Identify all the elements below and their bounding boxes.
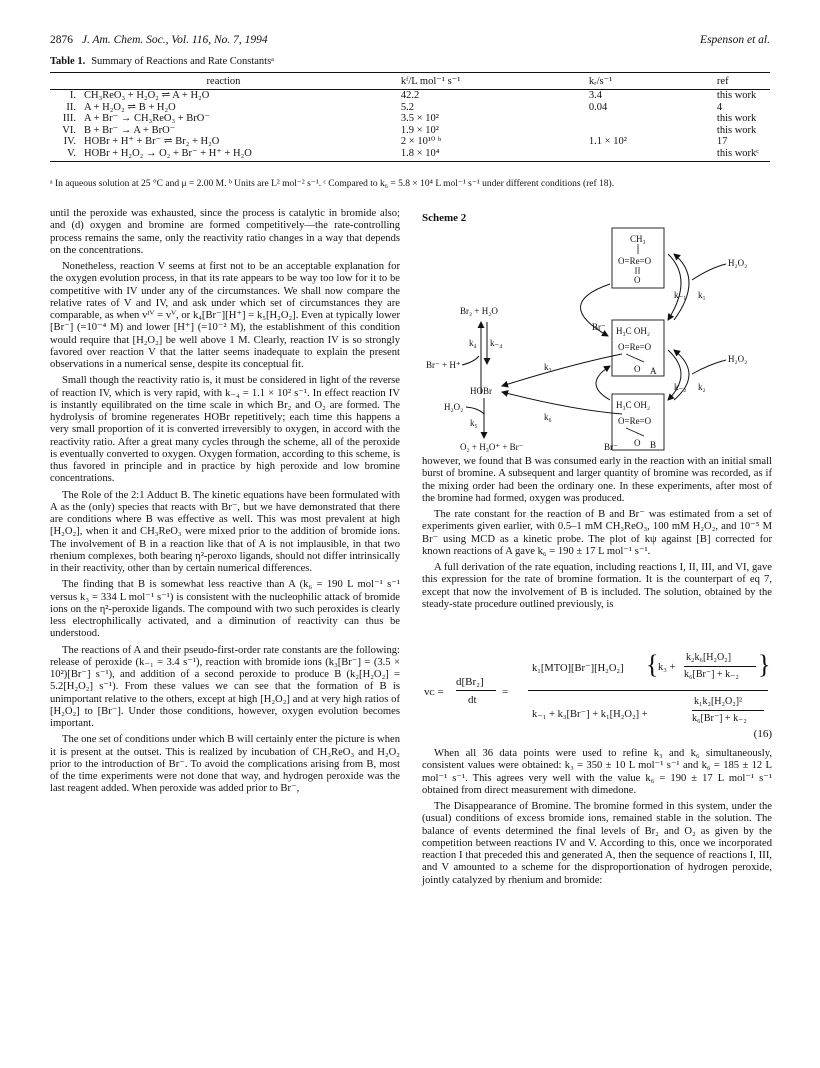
label-o-b: O: [634, 438, 641, 448]
eq-bar-num: [684, 666, 756, 667]
table-row: [50, 125, 770, 137]
row-kf: 1.9 × 10²: [400, 124, 439, 136]
table-row: [50, 113, 770, 125]
table-title: Summary of Reactions and Rate Constantsᵃ: [91, 56, 275, 67]
paragraph: A full derivation of the rate equation, including reactions I, II, III, and VI, gave this expression for the rate of bromine formation. It is the counterpart of eq 7, except that now the involvement of B is included. The solution, obtained by the steady-state procedure outlined previously, is: [422, 562, 772, 610]
row-number: IV.: [63, 136, 76, 147]
eq-bar-main: [528, 690, 768, 691]
arrow-h2o2-join: [466, 407, 484, 414]
paragraph: The finding that B is somewhat less reactive than A (k₆ = 190 L mol⁻¹ s⁻¹ versus k₃ = 334 L mol⁻¹ s⁻¹) is consistent with the nucleophilic attack of bromide ions on the η²-peroxide ligands. The compound with two such peroxides is clearly less electrophilically activated, and a diminution of reactivity can thus be understood.: [50, 579, 400, 640]
row-ref: this workᶜ: [713, 148, 770, 162]
running-header: [50, 34, 770, 50]
table-caption: [50, 56, 274, 67]
eq-dt: dt: [468, 694, 477, 706]
label-k1: k₁: [698, 290, 706, 300]
label-products: O₂ + H₃O⁺ + Br⁻: [460, 442, 524, 452]
equation-16: [422, 650, 772, 745]
label-km2: k₋₂: [674, 382, 687, 392]
label-h2o2-left: H₂O₂: [444, 402, 464, 412]
arrow-br-loop-bottom: [596, 366, 610, 400]
eq-den-frac-top: k₁k₂[H₂O₂]²: [694, 696, 743, 707]
label-br-bottom: Br⁻: [604, 442, 618, 452]
arrow-h2o2-top: [692, 264, 726, 280]
table-header-row: [50, 73, 770, 90]
row-kr: 3.4: [588, 90, 603, 101]
arrow-br-h-join: [462, 356, 479, 365]
row-kf: 1.8 × 10⁴: [397, 148, 585, 162]
paragraph: The Disappearance of Bromine. The bromine formed in this system, under the (usual) conditions of excess bromide ions, remained stable in the solution. The balance of events determined the final levels of Br₂ and O₂ as given by the competition between reactions IV and V. According to this, once we incorporated reaction I that preceded this and generated A, then the sequence of reactions I, III, and V amounted to a scheme for the disproportionation of hydrogen peroxide, jointly catalyzed by rhenium and bromide:: [422, 801, 772, 886]
eq-equals: =: [502, 686, 509, 698]
label-br-h: Br⁻ + H⁺: [426, 360, 461, 370]
label-br2-h2o: Br₂ + H₂O: [460, 306, 498, 316]
label-km4: k₋₄: [490, 338, 503, 348]
row-reaction: HOBr + H₂O₂ → O₂ + Br⁻ + H⁺ + H₂O: [80, 148, 397, 162]
arrow-km2: [674, 350, 689, 400]
arrow-k1: [668, 254, 681, 320]
left-column: [50, 208, 400, 800]
row-reaction: A + Br⁻ → CH₃ReO₃ + BrO⁻: [84, 113, 210, 124]
row-number: III.: [62, 113, 76, 124]
page-number: 2876: [50, 34, 73, 46]
label-k3: k₃: [544, 362, 552, 372]
right-column-top: [422, 456, 772, 615]
label-hobr: HOBr: [470, 386, 492, 396]
row-kf: 2 × 10¹⁰ ᵇ: [400, 136, 442, 147]
row-kr: [585, 148, 713, 162]
label-h3c-oh2-a: H₃C OH₂: [616, 326, 651, 336]
table-row: [50, 136, 770, 148]
eq-number: (16): [753, 728, 772, 740]
row-number: II.: [66, 101, 76, 113]
row-kf: 42.2: [400, 90, 420, 101]
eq-num-frac-top: k₂k₆[H₂O₂]: [686, 652, 732, 663]
reactions-table: [50, 72, 770, 162]
label-ch3: CH₃: [630, 234, 646, 244]
label-re-o: O=Re=O: [618, 256, 652, 266]
row-number: V.: [50, 148, 80, 162]
row-number: I.: [69, 90, 76, 101]
arrow-k6: [502, 392, 622, 414]
row-kr: [585, 125, 713, 137]
label-h3c-oh2-b: H₃C OH₂: [616, 400, 651, 410]
row-kr: [585, 113, 713, 125]
table-footnote: ᵃ In aqueous solution at 25 °C and μ = 2.00 M. ᵇ Units are L² mol⁻² s⁻¹. ᶜ Compared to k₆ = 5.8 × 10⁴ L mol⁻¹ s⁻¹ under different conditions (ref 18).: [50, 179, 615, 189]
eq-num-main: k₁[MTO][Br⁻][H₂O₂]: [532, 663, 624, 674]
journal-citation: J. Am. Chem. Soc., Vol. 116, No. 7, 1994: [81, 34, 268, 46]
eq-vc: vᴄ =: [424, 686, 444, 698]
label-h2o2-top: H₂O₂: [728, 258, 748, 268]
col-kr: kᵣ/s⁻¹: [585, 73, 713, 90]
scheme-diagram: [422, 224, 772, 452]
table-row: [50, 102, 770, 114]
label-re-o-a: O=Re=O: [618, 342, 652, 352]
header-left: [50, 34, 268, 46]
row-kf: 3.5 × 10²: [400, 113, 439, 124]
eq-bar-den: [692, 710, 764, 711]
label-k4: k₄: [469, 338, 477, 348]
label-o-a: O: [634, 364, 641, 374]
label-k2: k₂: [698, 382, 706, 392]
label-o-mto: O: [634, 275, 641, 285]
arrow-k2: [668, 350, 681, 400]
row-reaction: A + H₂O₂ ⇌ B + H₂O: [84, 101, 176, 113]
label-a: A: [650, 366, 657, 376]
arrow-h2o2-mid: [692, 360, 726, 374]
eq-den-main: k₋₁ + k₃[Br⁻] + k₁[H₂O₂] +: [532, 709, 648, 720]
eq-brace-open: {: [646, 650, 659, 679]
row-reaction: CH₃ReO₃ + H₂O₂ ⇌ A + H₂O: [84, 90, 210, 101]
col-ref: ref: [713, 73, 770, 90]
eq-num-frac-bot: k₆[Br⁻] + k₋₂: [684, 669, 739, 680]
paragraph: however, we found that B was consumed early in the reaction with an initial small burst of bromine. A subsequent and larger quantity of bromine was recorded, as if the mixing order had been the ordinary one. In these experiments, after most of the bromine had formed, oxygen was produced.: [422, 456, 772, 504]
label-b: B: [650, 440, 657, 450]
paragraph: When all 36 data points were used to refine k₃ and k₆ simultaneously, consistent values were obtained: k₃ = 350 ± 10 L mol⁻¹ s⁻¹ and k₆ = 185 ± 12 L mol⁻¹ s⁻¹. This agrees very well with the value k₆ = 190 ± 17 L mol⁻¹ s⁻¹ obtained from direct measurement with dimedone.: [422, 748, 772, 796]
label-re-o-b: O=Re=O: [618, 416, 652, 426]
row-ref: this work: [716, 113, 757, 124]
label-br-top: Br⁻: [592, 322, 606, 332]
paragraph: The Role of the 2:1 Adduct B. The kinetic equations have been formulated with A as the (only) species that reacts with Br⁻, but we have demonstrated that there are conditions where B was effective as well. This was most prevalent at high [H₂O₂], when it and CH₃ReO₃ were mixed prior to the addition of bromide ions. The involvement of B in a reaction like that of A is not implausible, in that two rhenium complexes, both bearing η²-peroxo ligands, should not differ intrinsically in their reactivity, other than by certain numerical differences.: [50, 489, 400, 574]
eq-dbr2: d[Br₂]: [456, 676, 484, 688]
author-header: Espenson et al.: [700, 34, 770, 46]
row-kr: 0.04: [588, 101, 608, 113]
table-row: [50, 90, 770, 102]
col-kf: kᶠ/L mol⁻¹ s⁻¹: [397, 73, 585, 90]
row-ref: this work: [716, 124, 757, 136]
row-ref: 17: [716, 136, 728, 147]
scheme-title: Scheme 2: [422, 212, 467, 224]
table-row: [50, 148, 770, 162]
row-reaction: HOBr + H⁺ + Br⁻ ⇌ Br₂ + H₂O: [84, 136, 220, 147]
row-number: VI.: [62, 124, 76, 136]
paragraph: The reactions of A and their pseudo-first-order rate constants are the following: release of peroxide (k₋₁ = 3.4 s⁻¹), reaction with bromide ions (k₃[Br⁻] = (3.5 × 10²)[Br⁻] s⁻¹), and addition of a second peroxide to produce B (k₂[H₂O₂] = 5.2[H₂O₂] s⁻¹). From these values we can see that the formation of B is unimportant relative to the others, except at high [H₂O₂] and at very high ratios of [H₂O₂] to [Br⁻]. Under those conditions, however, oxygen evolution becomes important.: [50, 644, 400, 729]
table-label: Table 1.: [50, 56, 86, 67]
label-k6: k₆: [544, 412, 552, 422]
eq-den-frac-bot: k₆[Br⁻] + k₋₂: [692, 713, 747, 724]
eq-num-k3: k₃ +: [658, 662, 676, 673]
right-column-bottom: [422, 748, 772, 891]
paragraph: Small though the reactivity ratio is, it must be considered in light of the reverse of reaction IV, which is very rapid, with k₋₄ = 1.1 × 10² s⁻¹. In effect reaction IV is instantly equilibrated on the time scale in which Br₂ and O₂ are formed. The hydrolysis of bromine regenerates HOBr repetitively; each time this happens a very small proportion of it is converted irreversibly to oxygen, in accord with the reactivity ratio. After a great many cycles through the scheme, all of the peroxide is eventually converted to oxygen. Oxygen formation, according to this scheme, is thus favored in principle and in practice by high peroxide and low bromine concentrations.: [50, 375, 400, 485]
paragraph: Nonetheless, reaction V seems at first not to be an acceptable explanation for the oxygen evolution process, in that its rate appears to be way too low for it to be competitive with IV under any of the circumstances. We shall now compare the relative rates of V and IV, and ask under which set of circumstances they are comparable, as when vᴵⱽ = vⱽ, or k₄[Br⁻][H⁺] = k₅[H₂O₂]. Even at typically lower [Br⁻] (=10⁻⁴ M) and lower [H⁺] (=10⁻² M), the establishment of this condition would require that [H₂O₂] be well above 1 M. Clearly, reaction IV is so strongly favored over reaction V that the latter seems inadequate to explain the present observations in a numerical sense, despite its conceptual fit.: [50, 261, 400, 370]
label-h2o2-mid: H₂O₂: [728, 354, 748, 364]
row-reaction: B + Br⁻ → A + BrO⁻: [84, 124, 176, 136]
label-km1: k₋₁: [674, 290, 687, 300]
row-kr: 1.1 × 10²: [588, 136, 627, 147]
eq-brace-close: }: [758, 650, 771, 679]
paragraph: The one set of conditions under which B will certainly enter the picture is when it is present at the outset. This is realized by incubation of CH₃ReO₃ and H₂O₂ prior to the introduction of Br⁻. To avoid the complications arising from B, most of the time experiments were not done that way, and hydrogen peroxide was the last reagent added. When peroxide was added prior to Br⁻,: [50, 734, 400, 795]
paragraph: The rate constant for the reaction of B and Br⁻ was estimated from a set of experiments given earlier, with 0.5–1 mM CH₃ReO₃, 100 mM H₂O₂, and 10⁻⁵ M Br⁻ using MCD as a kinetic probe. The plot of kψ against [B] corrected for known reactions of A gave k₆ = 190 ± 17 L mol⁻¹ s⁻¹.: [422, 509, 772, 557]
col-reaction: reaction: [50, 73, 397, 90]
row-ref: this work: [716, 90, 757, 101]
row-kf: 5.2: [400, 101, 415, 113]
paragraph: until the peroxide was exhausted, since the process is catalytic in bromide also; and (d) oxygen and bromine are formed competitively—the rate-controlling process remains the same, only the reactivity ratio changes in a way that depends on the concentrations.: [50, 208, 400, 256]
row-ref: 4: [716, 101, 723, 113]
label-k5: k₅: [470, 418, 478, 428]
eq-bar-lhs: [456, 690, 496, 691]
